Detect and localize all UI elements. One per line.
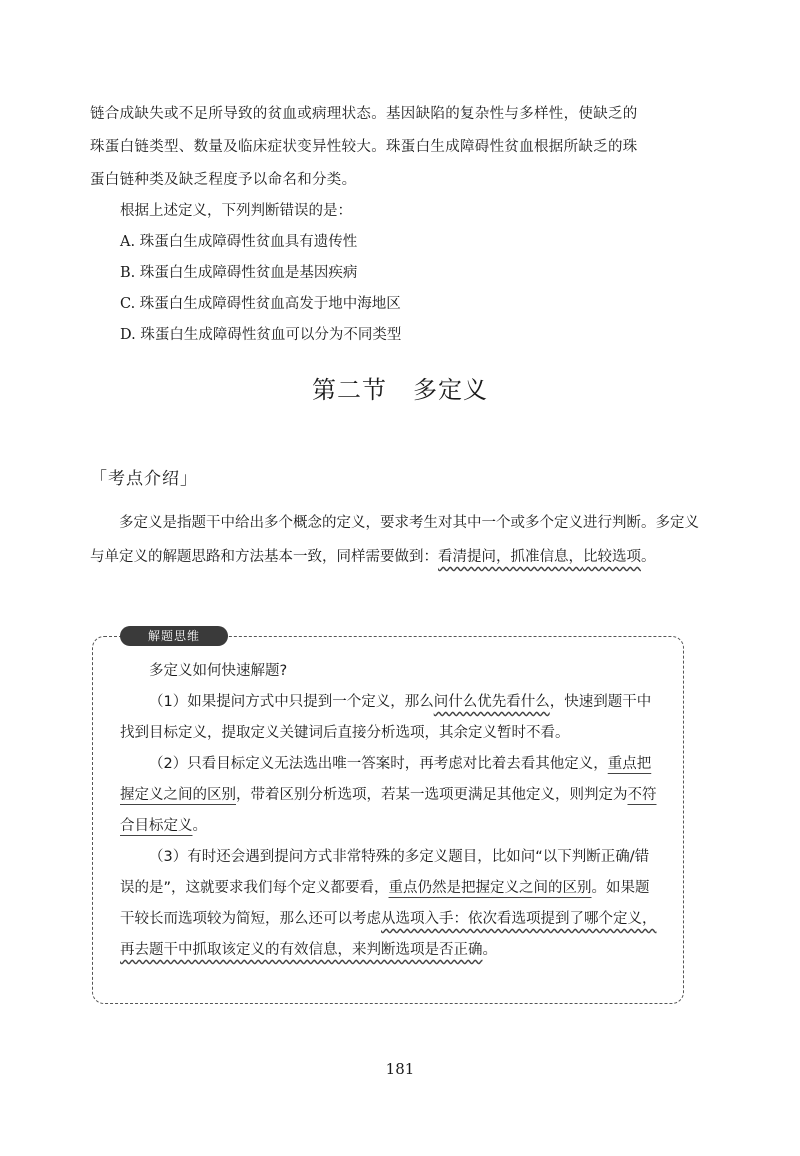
tip-point-3-key: 重点仍然是把握定义之间的区别 <box>388 880 592 896</box>
tip-badge: 解题思维 <box>120 626 228 646</box>
tip-point-3: （3）有时还会遇到提问方式非常特殊的多定义题目，比如问“以下判断正确/错误的是”，这就要求我们每个定义都要看，重点仍然是把握定义之间的区别。如果题干较长而选项较为简短，那么还可以考虑从选项入手：依次看选项提到了哪个定义，再去题干中抓取该定义的有效信息，来判断选项是否正确。 <box>120 849 657 958</box>
option-a: A. 珠蛋白生成障碍性贫血具有遗传性 <box>120 234 358 250</box>
section-number: 第二节 <box>312 376 387 404</box>
option-d: D. 珠蛋白生成障碍性贫血可以分为不同类型 <box>120 327 402 343</box>
subheading-exam-points: 「考点介绍」 <box>90 469 198 489</box>
tip-content <box>120 656 660 966</box>
option-b: B. 珠蛋白生成障碍性贫血是基因疾病 <box>120 265 358 281</box>
tip-question: 多定义如何快速解题? <box>149 663 288 679</box>
description-text: 多定义是指题干中给出多个概念的定义，要求考生对其中一个或多个定义进行判断。多定义与单定义的解题思路和方法基本一致，同样需要做到： <box>90 515 699 565</box>
description-end: 。 <box>641 549 656 565</box>
tip-point-3-key-2: 从选项入手：依次看选项提到了哪个定义，再去题干中抓取该定义的有效信息，来判断选项是否正确 <box>120 911 657 958</box>
intro-paragraph <box>90 98 690 197</box>
section-name: 多定义 <box>413 376 488 404</box>
intro-line: 链合成缺失或不足所导致的贫血或病理状态。基因缺陷的复杂性与多样性，使缺乏的 <box>90 106 638 122</box>
tip-point-2-key-2: 不符合目标定义 <box>120 787 657 834</box>
description-key-2: 比较选项 <box>583 549 641 565</box>
option-c: C. 珠蛋白生成障碍性贫血高发于地中海地区 <box>120 296 401 312</box>
tip-point-2-key: 重点把握定义之间的区别 <box>120 756 652 803</box>
tip-point-1-key: 问什么优先看什么 <box>433 694 550 710</box>
tip-point-1: （1）如果提问方式中只提到一个定义，那么问什么优先看什么，快速到题干中找到目标定义，提取定义关键词后直接分析选项，其余定义暂时不看。 <box>120 694 652 741</box>
description-paragraph <box>90 506 700 574</box>
question-block <box>120 196 700 351</box>
intro-line: 珠蛋白链类型、数量及临床症状变异性较大。珠蛋白生成障碍性贫血根据所缺乏的珠 <box>90 139 638 155</box>
intro-line: 蛋白链种类及缺乏程度予以命名和分类。 <box>90 172 357 188</box>
tip-point-2: （2）只看目标定义无法选出唯一答案时，再考虑对比着去看其他定义，重点把握定义之间的区别，带着区别分析选项，若某一选项更满足其他定义，则判定为不符合目标定义。 <box>120 756 657 834</box>
question-stem: 根据上述定义，下列判断错误的是： <box>120 203 352 219</box>
section-title <box>0 370 800 405</box>
description-key-1: 看清提问，抓准信息， <box>438 549 583 565</box>
page-number: 181 <box>385 1060 415 1078</box>
